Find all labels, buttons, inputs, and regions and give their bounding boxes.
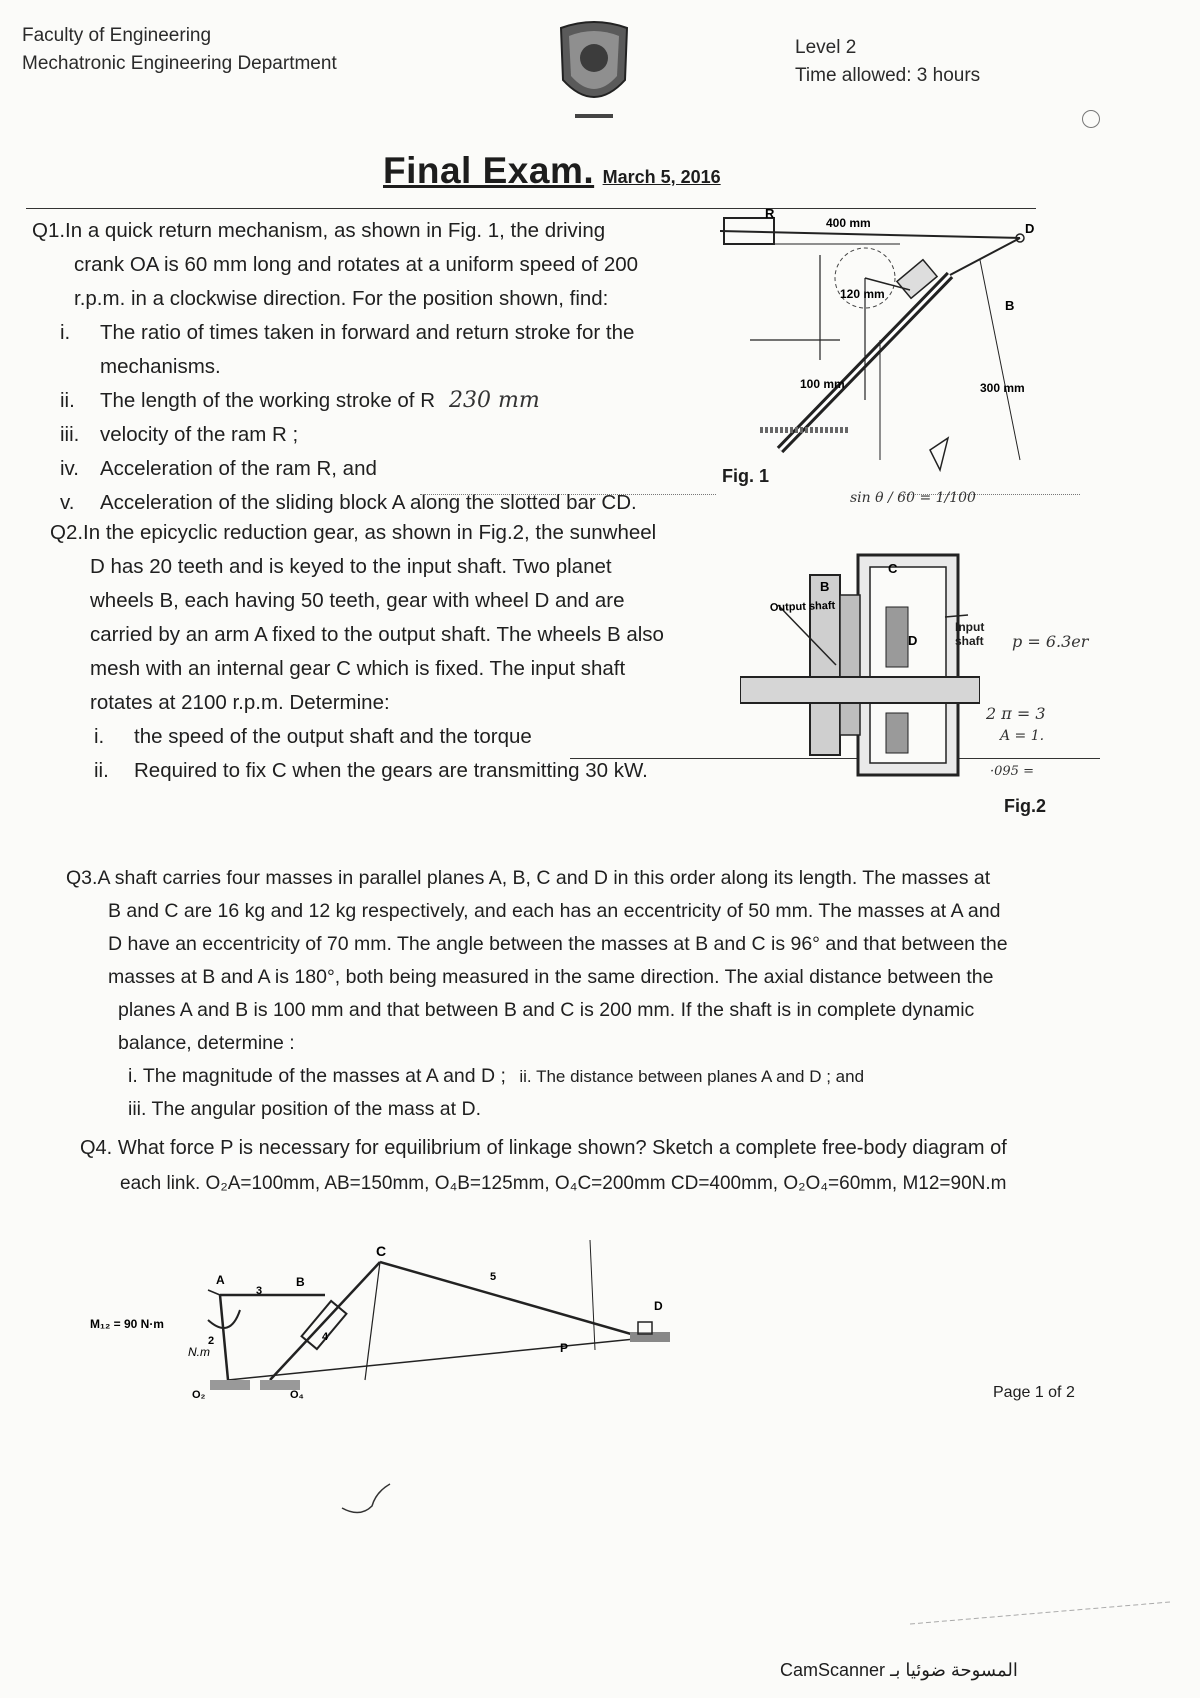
exam-date: March 5, 2016: [602, 167, 721, 187]
q4-line1: What force P is necessary for equilibrium of linkage shown? Sketch a complete free-body diagram of: [117, 1137, 1007, 1159]
q2-line5: mesh with an internal gear C which is fixed. The input shaft: [90, 657, 626, 680]
fig2-epicyclic-gear: [740, 545, 980, 790]
q2-line4: carried by an arm A fixed to the output shaft. The wheels B also: [90, 623, 664, 646]
exam-level: Level 2: [795, 37, 857, 58]
q1-item-2-text: The length of the working stroke of R: [100, 389, 436, 412]
question-2: [50, 516, 730, 788]
q1-item-5: [32, 486, 732, 520]
q4-label-nm: N.m: [188, 1345, 210, 1359]
camscanner-watermark: CamScanner المسوحة ضوئيا بـ: [780, 1660, 1018, 1680]
fig2-label-c: C: [888, 561, 898, 576]
exam-title: Final Exam.: [383, 150, 595, 191]
q4-label-b: B: [296, 1275, 305, 1289]
q1-number: Q1.: [32, 219, 66, 242]
fig1-point-d: D: [1025, 221, 1035, 236]
q3-line3: D have an eccentricity of 70 mm. The angle between the masses at B and C is 96° and that between the: [108, 933, 1008, 955]
q2-item-1-number: i.: [94, 725, 105, 748]
q1-item-3: [32, 418, 732, 452]
fig1-dim-100: 100 mm: [800, 377, 845, 391]
q4-label-3: 3: [256, 1285, 263, 1297]
fig1-dim-120: 120 mm: [840, 287, 885, 301]
q1-item-1-line2: mechanisms.: [100, 355, 221, 378]
q1-item-1: [32, 316, 732, 384]
q1-handwritten-note: 230 mm: [449, 388, 540, 413]
q1-item-4-number: iv.: [60, 457, 79, 480]
fig2-label-d: D: [908, 633, 918, 648]
university-crest: [555, 18, 633, 120]
question-1: [32, 214, 732, 520]
q3-item-2: ii. The distance between planes A and D ; and: [519, 1067, 865, 1086]
fig1-quick-return-mechanism: [720, 200, 1050, 500]
q1-item-5-number: v.: [60, 491, 75, 514]
q4-label-m12: M₁₂ = 90 N·m: [90, 1317, 164, 1331]
question-3: [66, 862, 1096, 1126]
q2-item-2: [50, 754, 730, 788]
q4-label-p: P: [560, 1341, 569, 1355]
q3-line6: balance, determine :: [118, 1032, 295, 1054]
q1-item-5-text: Acceleration of the sliding block A along the slotted bar CD.: [100, 491, 637, 514]
fig1-label: Fig. 1: [722, 466, 770, 486]
fig1-point-r: R: [765, 206, 775, 221]
q4-label-2: 2: [208, 1335, 215, 1347]
q2-line2: D has 20 teeth and is keyed to the input shaft. Two planet: [90, 555, 612, 578]
q4-label-4: 4: [322, 1331, 329, 1343]
q3-line2: B and C are 16 kg and 12 kg respectively, and each has an eccentricity of 50 mm. The masses at A and: [108, 900, 1001, 922]
header-left: [22, 22, 337, 78]
q1-item-3-number: iii.: [60, 423, 80, 446]
q2-item-1: [50, 720, 730, 754]
q2-item-2-text: Required to fix C when the gears are transmitting 30 kW.: [134, 759, 648, 782]
fig2-handwritten-small: ·095 =: [990, 764, 1034, 779]
exam-title-block: [383, 150, 721, 192]
fig2-label: Fig.2: [1004, 796, 1047, 816]
q1-item-2-number: ii.: [60, 389, 75, 412]
fig2-output-label: Output shaft: [769, 599, 836, 614]
fig1-dim-400: 400 mm: [826, 216, 871, 230]
q1-intro-line3: r.p.m. in a clockwise direction. For the position shown, find:: [74, 287, 609, 310]
q3-number: Q3.: [66, 867, 98, 889]
q4-label-a: A: [216, 1273, 225, 1287]
question-4: [80, 1130, 1100, 1202]
q2-line1: In the epicyclic reduction gear, as shown in Fig.2, the sunwheel: [83, 521, 657, 544]
q4-number: Q4.: [80, 1137, 113, 1159]
q4-label-o2: O₂: [192, 1389, 206, 1400]
pen-scribble: [340, 1478, 400, 1518]
fig2-handwritten-ratio: 2 π = 3: [986, 704, 1046, 723]
fig2-label-b: B: [820, 579, 830, 594]
time-allowed: Time allowed: 3 hours: [795, 65, 981, 86]
fig1-dim-300: 300 mm: [980, 381, 1025, 395]
q2-item-2-number: ii.: [94, 759, 109, 782]
q2-item-1-text: the speed of the output shaft and the torque: [134, 725, 532, 748]
q1-item-2: [32, 384, 732, 418]
q2-line6: rotates at 2100 r.p.m. Determine:: [90, 691, 390, 714]
q1-intro-line1: In a quick return mechanism, as shown in Fig. 1, the driving: [65, 219, 606, 242]
q3-item-3: iii. The angular position of the mass at D.: [128, 1098, 481, 1120]
fig2-handwritten-denom: A = 1.: [1000, 728, 1045, 744]
scan-line: [910, 1598, 1170, 1628]
q1-item-1-number: i.: [60, 321, 71, 344]
q3-item-1: i. The magnitude of the masses at A and D ;: [128, 1065, 506, 1087]
q1-item-1-line1: The ratio of times taken in forward and return stroke for the: [100, 321, 635, 344]
q2-line3: wheels B, each having 50 teeth, gear with wheel D and are: [90, 589, 625, 612]
fig1-handwritten-formula: sin θ / 60 = 1/100: [850, 490, 976, 506]
q3-line4: masses at B and A is 180°, both being measured in the same direction. The axial distance between the: [108, 966, 994, 988]
department-name: Mechatronic Engineering Department: [22, 53, 337, 74]
q1-item-4: [32, 452, 732, 486]
q1-intro-line2: crank OA is 60 mm long and rotates at a uniform speed of 200: [74, 253, 639, 276]
fig2-handwritten-p: p = 6.3er: [1012, 632, 1089, 651]
q4-label-d: D: [654, 1299, 663, 1313]
q4-linkage-figure: [90, 1210, 670, 1400]
scan-mark: [1082, 110, 1100, 128]
header-right: [795, 34, 980, 90]
q3-line5: planes A and B is 100 mm and that between B and C is 200 mm. If the shaft is in complete dynamic: [118, 999, 975, 1021]
q2-number: Q2.: [50, 521, 84, 544]
page-number: Page 1 of 2: [993, 1384, 1075, 1401]
q4-line2: each link. O₂A=100mm, AB=150mm, O₄B=125mm, O₄C=200mm CD=400mm, O₂O₄=60mm, M12=90N.m: [120, 1173, 1007, 1194]
fig2-input-label: Input shaft: [955, 620, 985, 648]
fig1-point-b: B: [1005, 298, 1015, 313]
q4-label-c: C: [376, 1243, 387, 1259]
q4-label-o4: O₄: [290, 1389, 304, 1400]
q1-item-3-text: velocity of the ram R ;: [100, 423, 299, 446]
q1-item-4-text: Acceleration of the ram R, and: [100, 457, 377, 480]
q4-label-5: 5: [490, 1271, 497, 1283]
q3-line1: A shaft carries four masses in parallel planes A, B, C and D in this order along its length. The masses at: [97, 867, 991, 889]
q1-dotted-rule: [420, 494, 716, 495]
faculty-name: Faculty of Engineering: [22, 25, 212, 46]
